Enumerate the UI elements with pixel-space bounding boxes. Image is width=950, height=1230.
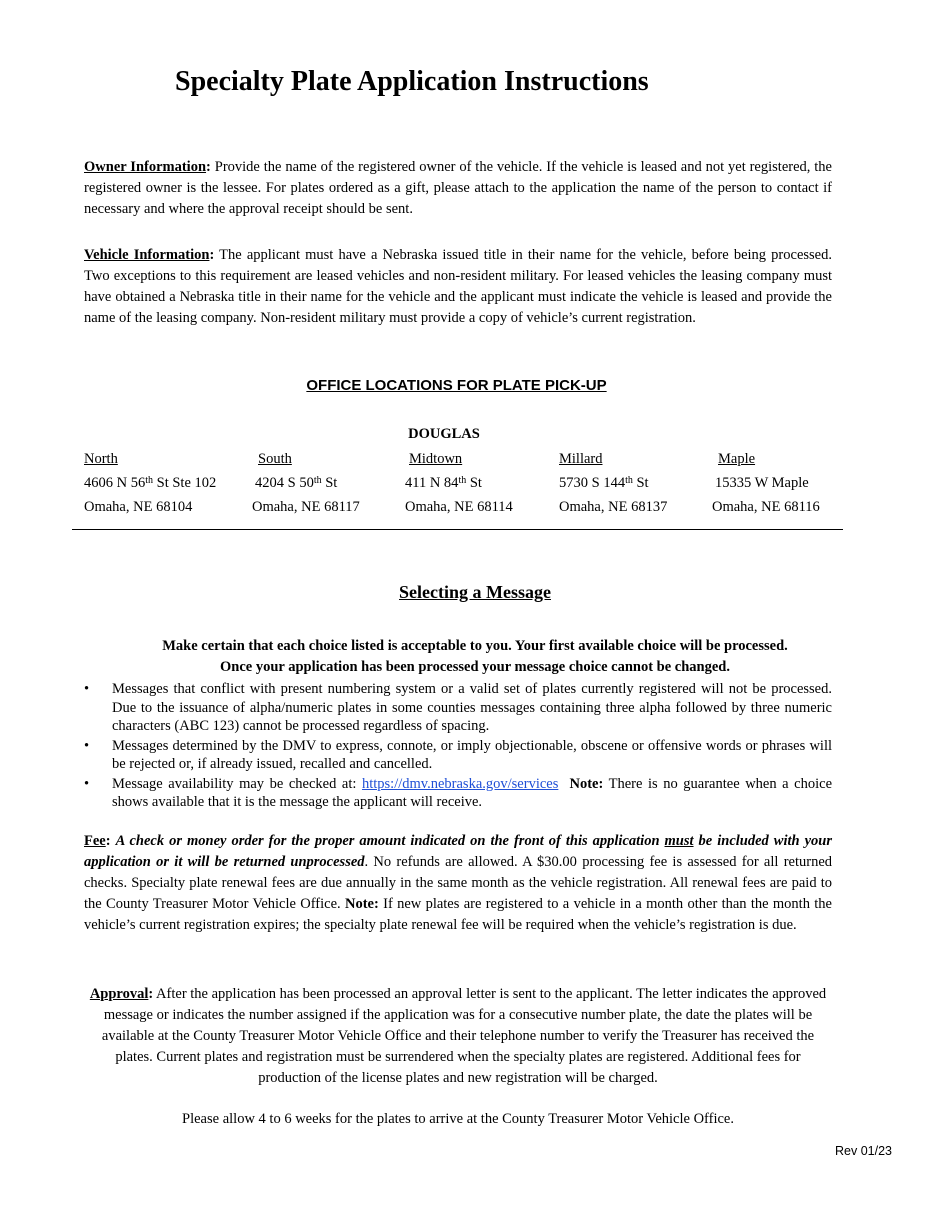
office-address: 4204 S 50th St (255, 475, 338, 491)
approval-label: Approval (89, 986, 149, 1002)
county-name: DOUGLAS (408, 426, 480, 442)
office-location-maple (712, 450, 867, 522)
office-address: 4606 N 56th St Ste 102 (84, 475, 217, 491)
office-address: 5730 S 144th St (559, 475, 649, 491)
office-name: North (84, 451, 118, 467)
office-city: Omaha, NE 68137 (559, 499, 668, 515)
bullet-icon: • (84, 681, 90, 697)
office-location-midtown (405, 450, 560, 522)
office-city: Omaha, NE 68117 (252, 499, 360, 515)
office-locations-heading: OFFICE LOCATIONS FOR PLATE PICK-UP (306, 377, 607, 394)
office-location-millard (559, 450, 714, 522)
office-city: Omaha, NE 68104 (84, 499, 193, 515)
office-name: South (258, 451, 292, 467)
list-item: • Messages that conflict with present numbering system or a valid set of plates currently registered will not be processed. Due to the issuance of alpha/numeric plates in some counties messages containing three alpha followed by three numeric characters (ABC 123) cannot be processed regardless of spacing. (84, 681, 832, 734)
approval-paragraph: Approval: After the application has been processed an approval letter is sent to the applicant. The letter indicates the approved message or indicates the number assigned if the application was for a consecutive number plate, the date the plates will be available at the County Treasurer Motor Vehicle Office and their telephone number to verify the Treasurer has received the plates. Current plates and registration must be surrendered when the specialty plates are registered. Additional fees for production of the license plates and new registration will be charged. (89, 986, 827, 1086)
selecting-message-heading: Selecting a Message (399, 582, 551, 602)
revision-label: Rev 01/23 (835, 1144, 892, 1158)
owner-information-label: Owner Information (84, 159, 207, 175)
vehicle-information-paragraph: Vehicle Information: The applicant must have a Nebraska issued title in their name for the vehicle, before being processed. Two exceptions to this requirement are leased vehicles and non-resident military. For leased vehicles the leasing company must have obtained a Nebraska title in their name for the vehicle and the applicant must indicate the vehicle is leased and provide the name of the leasing company. Non-resident military must provide a copy of vehicle’s current registration. (84, 247, 832, 326)
message-intro-line1: Make certain that each choice listed is acceptable to you. Your first available choice will be processed. (162, 638, 788, 654)
page-title: Specialty Plate Application Instructions (175, 66, 649, 97)
message-intro-line2: Once your application has been processed your message choice cannot be changed. (220, 659, 730, 675)
allow-time-note: Please allow 4 to 6 weeks for the plates to arrive at the County Treasurer Motor Vehicle Office. (182, 1111, 734, 1127)
vehicle-information-text: The applicant must have a Nebraska issued title in their name for the vehicle, before being processed. Two exceptions to this requirement are leased vehicles and non-resident military. For leased vehicles the leasing company must have obtained a Nebraska title in their name for the vehicle and the applicant must indicate the vehicle is leased and provide the name of the leasing company. Non-resident military must provide a copy of vehicle’s current registration. (84, 247, 832, 326)
list-item: • Messages determined by the DMV to express, connote, or imply objectionable, obscene or offensive words or phrases will be rejected or, if already issued, recalled and cancelled. (84, 737, 832, 772)
dmv-services-link[interactable]: https://dmv.nebraska.gov/services (361, 775, 559, 792)
office-name: Maple (718, 451, 756, 467)
message-intro (100, 636, 850, 678)
office-location-north (84, 450, 239, 522)
office-city: Omaha, NE 68114 (405, 499, 513, 515)
vehicle-information-label: Vehicle Information (84, 247, 210, 263)
fee-paragraph: Fee: A check or money order for the proper amount indicated on the front of this application must be included with your application or it will be returned unprocessed. No refunds are allowed. A $30.00 processing fee is assessed for all returned checks. Specialty plate renewal fees are due annually in the same month as the vehicle registration. All renewal fees are paid to the County Treasurer Motor Vehicle Office. Note: If new plates are registered to a vehicle in a month other than the month the vehicle’s current registration expires; the specialty plate renewal fee will be required when the vehicle’s registration is due. (84, 833, 832, 933)
office-address: 411 N 84th St (405, 475, 482, 491)
office-name: Millard (559, 451, 603, 467)
owner-information-text: Provide the name of the registered owner of the vehicle. If the vehicle is leased and not yet registered, the registered owner is the lessee. For plates ordered as a gift, please attach to the application the name of the person to contact if necessary and where the approval receipt should be sent. (84, 159, 832, 217)
fee-label: Fee (84, 833, 106, 849)
section-divider (72, 529, 843, 530)
office-address: 15335 W Maple (715, 475, 809, 491)
list-item: • Message availability may be checked at: https://dmv.nebraska.gov/services Note: There is no guarantee when a choice shows available that it is the message the applicant will receive. (84, 775, 833, 810)
office-name: Midtown (409, 451, 463, 467)
approval-text: After the application has been processed an approval letter is sent to the applicant. The letter indicates the approved message or indicates the number assigned if the application was for a consecutive number plate, the date the plates will be available at the County Treasurer Motor Vehicle Office and their telephone number to verify the Treasurer has received the plates. Current plates and registration must be surrendered when the specialty plates are registered. Additional fees for production of the license plates and new registration will be charged. (101, 986, 827, 1086)
office-city: Omaha, NE 68116 (712, 499, 820, 515)
office-location-south (252, 450, 407, 522)
owner-information-paragraph: Owner Information: Provide the name of the registered owner of the vehicle. If the vehicle is leased and not yet registered, the registered owner is the lessee. For plates ordered as a gift, please attach to the application the name of the person to contact if necessary and where the approval receipt should be sent. (84, 159, 832, 217)
bullet-icon: • (84, 737, 90, 754)
bullet-icon: • (84, 775, 90, 792)
message-rules-list (84, 680, 832, 813)
